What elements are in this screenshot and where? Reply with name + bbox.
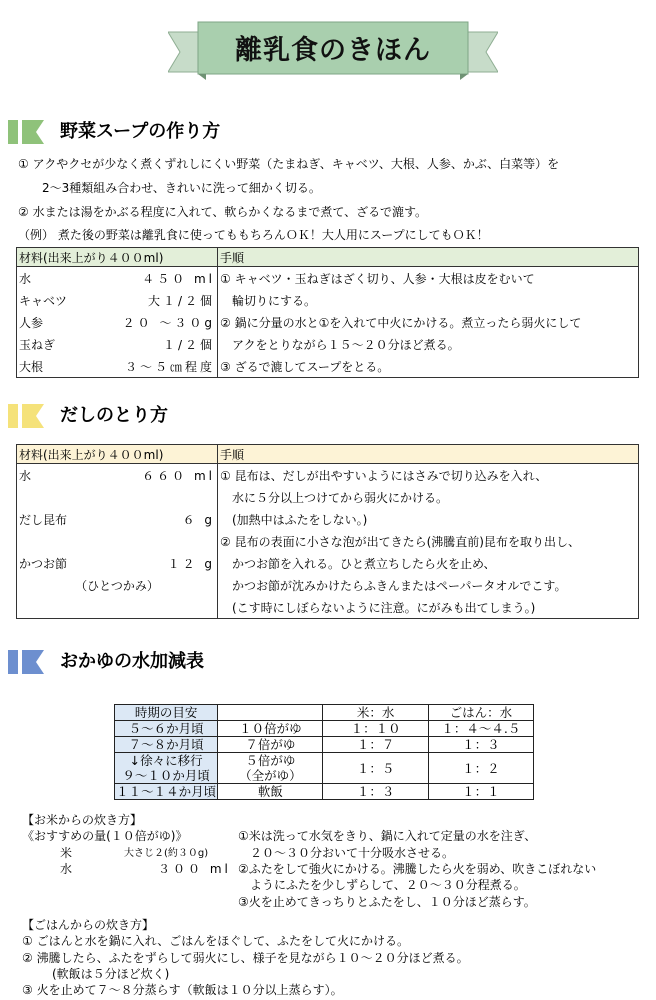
ingredient-row: キャベツ 大１/２個 (17, 289, 218, 311)
table-row (115, 784, 534, 800)
page-title: 離乳食のきほん (235, 35, 431, 66)
step-line: ② 水または湯をかぶる程度に入れて、軟らかくなるまで煮て、ざるで漉す。 (18, 205, 428, 219)
procedure-line: 水に５分以上つけてから弱火にかける。 (218, 486, 639, 508)
ingredient-row (17, 596, 218, 619)
ratio-cell: １：７ (323, 737, 428, 753)
dashi-table (16, 444, 639, 619)
ingredients-header: 材料(出来上がり４００ml) (17, 445, 218, 464)
section-title: だしのとり方 (60, 405, 168, 426)
title-banner (168, 18, 498, 84)
period-cell: ５〜６か月頃 (115, 721, 218, 737)
rice-step: ②ふたをして強火にかける。沸騰したら火を弱め、吹きこぼれない (238, 862, 597, 876)
rice-label: 米 (60, 846, 73, 860)
period-cell: １１〜１４か月頃 (116, 784, 217, 799)
ratio-cell: １：５ (323, 753, 428, 784)
rice-step: ③火を止めてきっちりとふたをし、１０分ほど蒸らす。 (238, 895, 536, 909)
rice-step: ①米は洗って水気をきり、鍋に入れて定量の水を注ぎ、 (238, 829, 537, 843)
period-cell: ７〜８か月頃 (115, 737, 218, 753)
type-cell: ７倍がゆ (218, 737, 323, 753)
ingredient-row (17, 530, 218, 552)
table-row (115, 721, 534, 737)
ingredient-row: 大根 ３〜５㎝程度 (17, 355, 218, 378)
rice-subheading: 《おすすめの量(１０倍がゆ)》 (22, 829, 188, 843)
rice-step: ２０〜３０分おいて十分吸水させる。 (238, 846, 455, 860)
step-line: 2〜3種類組み合わせ、きれいに洗って細かく切る。 (42, 181, 321, 195)
column-header: 時期の目安 (115, 705, 218, 721)
ratio-cell: １：１０ (323, 721, 428, 737)
step-line: ① アクやクセが少なく煮くずれしにくい野菜（たまねぎ、キャベツ、大根、人参、かぶ、白菜等）を (18, 157, 560, 171)
section-header-dashi (8, 402, 408, 432)
cooked-rice-step: ③ 火を止めて７〜８分蒸らす（軟飯は１０分以上蒸らす）。 (22, 983, 343, 997)
section-header-okayu (8, 648, 408, 678)
ingredient-row: 玉ねぎ １/２個 (17, 333, 218, 355)
blue-flag-icon (8, 648, 44, 676)
vegetable-soup-table (16, 247, 639, 378)
procedure-line: ② 鍋に分量の水と①を入れて中火にかける。煮立ったら弱火にして (218, 311, 639, 333)
period-cell: ９〜１０か月頃 (115, 768, 218, 784)
procedure-line: かつお節を入れる。ひと煮立ちしたら火を止め、 (218, 552, 639, 574)
ingredient-row: 水 ４５０ ml (17, 267, 218, 290)
ingredient-row: かつお節 １２ g (17, 552, 218, 574)
cooked-rice-step: ② 沸騰したら、ふたをずらして弱火にし、様子を見ながら１０〜２０分ほど煮る。 (22, 951, 469, 965)
procedure-line: かつお節が沈みかけたらふきんまたはペーパータオルでこす。 (218, 574, 639, 596)
ratio-cell: １：２ (428, 753, 533, 784)
procedure-line: アクをとりながら１５〜２０分ほど煮る。 (218, 333, 639, 355)
ratio-cell: １：４〜４.５ (428, 721, 533, 737)
procedure-header: 手順 (218, 248, 639, 267)
ingredients-header: 材料(出来上がり４００ml) (17, 248, 218, 267)
table-row (115, 737, 534, 753)
period-cell: ↓徐々に移行 (115, 753, 218, 769)
procedure-line: (加熱中はふたをしない。) (218, 508, 639, 530)
type-cell: （全がゆ） (218, 768, 323, 784)
table-row (115, 753, 534, 769)
procedure-line: ③ ざるで漉してスープをとる。 (218, 355, 639, 378)
section-header-vegetable-soup (8, 118, 408, 148)
procedure-line: (こす時にしぼらないように注意。にがみも出てしまう。) (218, 596, 639, 619)
rice-quantity: 大さじ２(約３０g) (124, 848, 209, 859)
procedure-line: ① キャベツ・玉ねぎはざく切り、人参・大根は皮をむいて (218, 267, 639, 290)
ratio-cell: １：１ (428, 784, 533, 800)
ingredient-row: （ひとつかみ） (17, 574, 218, 596)
procedure-line: ① 昆布は、だしが出やすいようにはさみで切り込みを入れ、 (218, 464, 639, 487)
column-header: ごはん：水 (428, 705, 533, 721)
type-cell: ５倍がゆ (218, 753, 323, 769)
cooked-rice-step: (軟飯は５分ほど炊く) (40, 967, 170, 981)
ingredient-row: 人参 ２０ 〜３０g (17, 311, 218, 333)
example-line: （例） 煮た後の野菜は離乳食に使ってももちろんＯＫ！大人用にスープにしてもＯＫ！ (18, 228, 489, 242)
procedure-header: 手順 (218, 445, 639, 464)
procedure-line: 輪切りにする。 (218, 289, 639, 311)
cooked-rice-step: ① ごはんと水を鍋に入れ、ごはんをほぐして、ふたをして火にかける。 (22, 934, 410, 948)
yellow-flag-icon (8, 402, 44, 430)
rice-heading: 【お米からの炊き方】 (22, 813, 143, 827)
rice-step: ようにふたを少しずらして、２０〜３０分程煮る。 (238, 878, 526, 892)
okayu-water-table (114, 704, 534, 800)
water-label: 水 (60, 862, 73, 876)
ratio-cell: １：３ (323, 784, 428, 800)
ingredient-row: 水 ６６０ ml (17, 464, 218, 487)
column-header: 米：水 (323, 705, 428, 721)
type-cell: 軟飯 (218, 784, 323, 800)
column-header (218, 705, 323, 721)
ingredient-row: だし昆布 ６ g (17, 508, 218, 530)
section-title: 野菜スープの作り方 (60, 121, 221, 142)
procedure-line: ② 昆布の表面に小さな泡が出てきたら(沸騰直前)昆布を取り出し、 (218, 530, 639, 552)
section-title: おかゆの水加減表 (60, 651, 204, 672)
ingredient-row (17, 486, 218, 508)
water-quantity: ３００ ml (158, 862, 231, 876)
type-cell: １０倍がゆ (218, 721, 323, 737)
green-flag-icon (8, 118, 44, 146)
ratio-cell: １：３ (428, 737, 533, 753)
cooked-rice-heading: 【ごはんからの炊き方】 (22, 918, 155, 932)
